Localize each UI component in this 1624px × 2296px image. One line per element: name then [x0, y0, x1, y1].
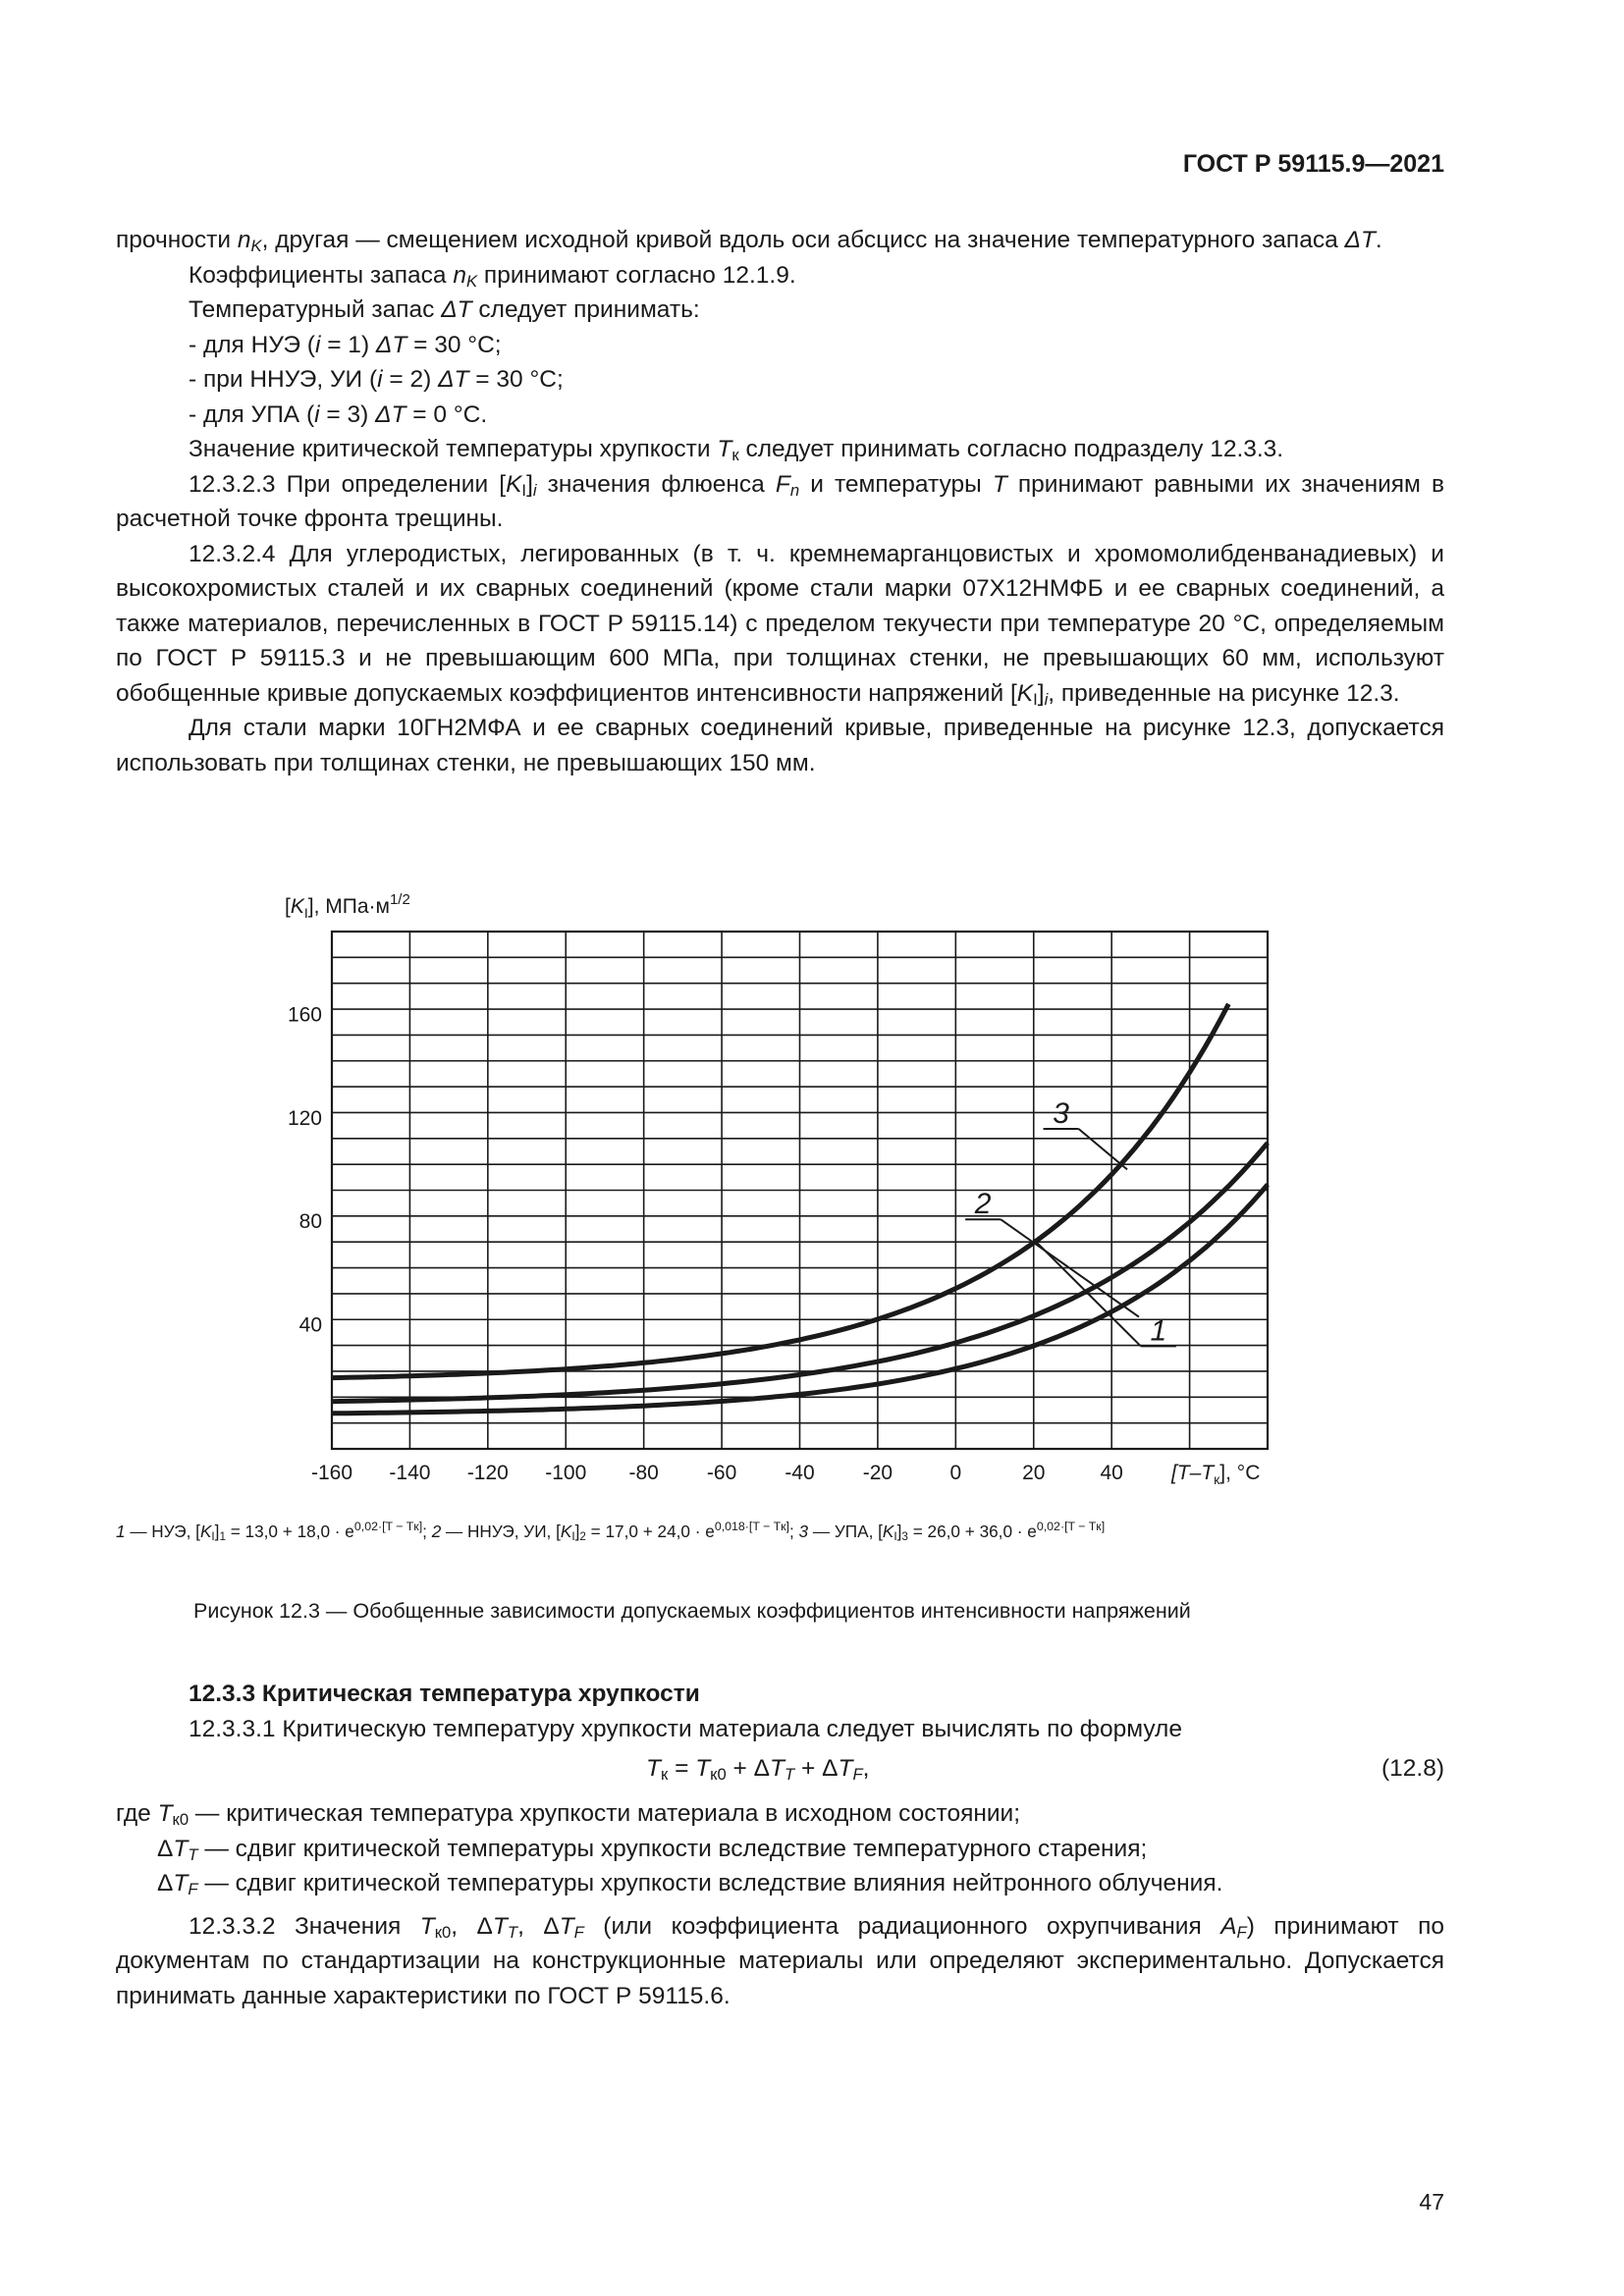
definition-tk0: где $T_{к0}$ — критическая температура хрупкости материала в исходном состоянии; [116, 1800, 1021, 1830]
formula-number: (12.8) [1380, 1755, 1444, 1782]
y-tick-label: 80 [298, 1210, 322, 1234]
x-tick-label: -60 [706, 1462, 737, 1484]
document-header: ГОСТ Р 59115.9—2021 [1182, 150, 1444, 178]
body-text-top [116, 223, 1444, 780]
paragraph-safety-factors: Коэффициенты запаса $n_K$ принимают согласно 12.1.9. [189, 261, 796, 291]
paragraph-12-3-2-3: 12.3.2.3 При определении $[K_I]_i$ значения флюенса $F_n$ и температуры T принимают равными их значениям в расчетной точке фронта трещины. [116, 470, 1444, 532]
x-tick-label: -160 [310, 1462, 353, 1484]
x-axis-label: $[T-T_к]$, °С [1171, 1462, 1261, 1487]
list-item: - для УПА (i = 3) ΔT = 0 °С. [189, 400, 488, 428]
chart-legend [116, 1520, 1451, 1543]
paragraph-temperature-margin: Температурный запас ΔT следует принимать: [189, 296, 700, 323]
x-tick-label: 20 [1022, 1462, 1046, 1484]
x-tick-label: -120 [466, 1462, 509, 1484]
paragraph-critical-temperature: Значение критической температуры хрупкости $T_к$ следует принимать согласно подразделу 12.3.3. [189, 436, 1284, 465]
body-text-bottom [116, 1633, 1444, 2013]
paragraph-12-3-3-2: 12.3.3.2 Значения $T_{к0}$, $\Delta T_T$, $\Delta T_F$ (или коэффициента радиационного охрупчивания $A_F$) принимают по документам по стандартизации на конструкционные материалы или определяют экспериментально. Допускается принимать данные характеристики по ГОСТ Р 59115.6. [116, 1912, 1444, 2009]
paragraph-12-3-2-4: 12.3.2.4 Для углеродистых, легированных (в т. ч. кремнемарганцовистых и хромомолибденванадиевых) и высокохромистых сталей и их сварных соединений (кроме стали марки 07Х12НМФБ и ее сварных соединений, а также материалов, перечисленных в ГОСТ Р 59115.14) с пределом текучести при температуре 20 °С, определяемым по ГОСТ Р 59115.3 и не превышающим 600 МПа, при толщинах стенки, не превышающих 60 мм, используют обобщенные кривые допускаемых коэффициентов интенсивности напряжений $[K_I]_i$, приведенные на рисунке 12.3. [116, 540, 1444, 709]
definition-dtt: $\Delta T_T$ — сдвиг критической температуры хрупкости вследствие температурного старения; [157, 1835, 1148, 1864]
curve-label-2: 2 [974, 1188, 992, 1221]
paragraph-10gn2mfa: Для стали марки 10ГН2МФА и ее сварных соединений кривые, приведенные на рисунке 12.3, допускается использовать при толщинах стенки, не превышающих 150 мм. [116, 715, 1444, 776]
legend-item-2: 2 — ННУЭ, УИ, $[K_I]_2 = 17,0 + 24,0 \cdot e^{0,018\cdot[T - Tк]}$; [431, 1520, 799, 1543]
paragraph-12-3-3-1: 12.3.3.1 Критическую температуру хрупкости материала следует вычислять по формуле [189, 1715, 1182, 1742]
leader-line [1034, 1240, 1141, 1347]
x-tick-label: 0 [949, 1462, 962, 1484]
y-tick-label: 160 [287, 1003, 322, 1027]
list-item: - для НУЭ (i = 1) ΔT = 30 °С; [189, 331, 502, 358]
definition-dtf: $\Delta T_F$ — сдвиг критической температуры хрупкости вследствие влияния нейтронного облучения. [157, 1870, 1223, 1899]
legend-item-3: 3 — УПА, $[K_I]_3 = 26,0 + 36,0 \cdot e^{0,02\cdot[T - Tк]}$ [798, 1520, 1106, 1543]
figure-caption: Рисунок 12.3 — Обобщенные зависимости допускаемых коэффициентов интенсивности напряжений [193, 1599, 1191, 1623]
y-axis-label: $[K_I]$, $МПа\cdot м^{1/2}$ [285, 891, 410, 921]
stress-intensity-chart [275, 874, 1306, 1502]
legend-item-1: 1 — НУЭ, $[K_I]_1 = 13,0 + 18,0 \cdot e^{0,02\cdot[T - Tк]}$; [116, 1520, 432, 1543]
list-item: - при ННУЭ, УИ (i = 2) ΔT = 30 °С; [189, 366, 564, 393]
x-tick-label: -100 [545, 1462, 587, 1484]
paragraph-continuation: прочности $n_K$, другая — смещением исходной кривой вдоль оси абсцисс на значение температурного запаса ΔT. [116, 227, 1382, 256]
x-tick-label: -40 [785, 1462, 815, 1484]
formula-expression: $T_к = T_{к0} + \Delta T_T + \Delta T_F$, [646, 1755, 870, 1785]
x-tick-label: -20 [862, 1462, 893, 1484]
x-tick-label: -80 [628, 1462, 659, 1484]
curve-label-3: 3 [1053, 1096, 1069, 1130]
curve-label-1: 1 [1150, 1314, 1167, 1348]
leader-line [1079, 1129, 1128, 1169]
y-tick-label: 40 [298, 1313, 322, 1337]
page-number: 47 [1419, 2189, 1444, 2215]
formula-12-8 [116, 1751, 1444, 1790]
y-tick-label: 120 [287, 1106, 322, 1130]
section-title: 12.3.3 Критическая температура хрупкости [189, 1681, 700, 1707]
x-tick-label: 40 [1100, 1462, 1123, 1484]
x-tick-label: -140 [389, 1462, 431, 1484]
